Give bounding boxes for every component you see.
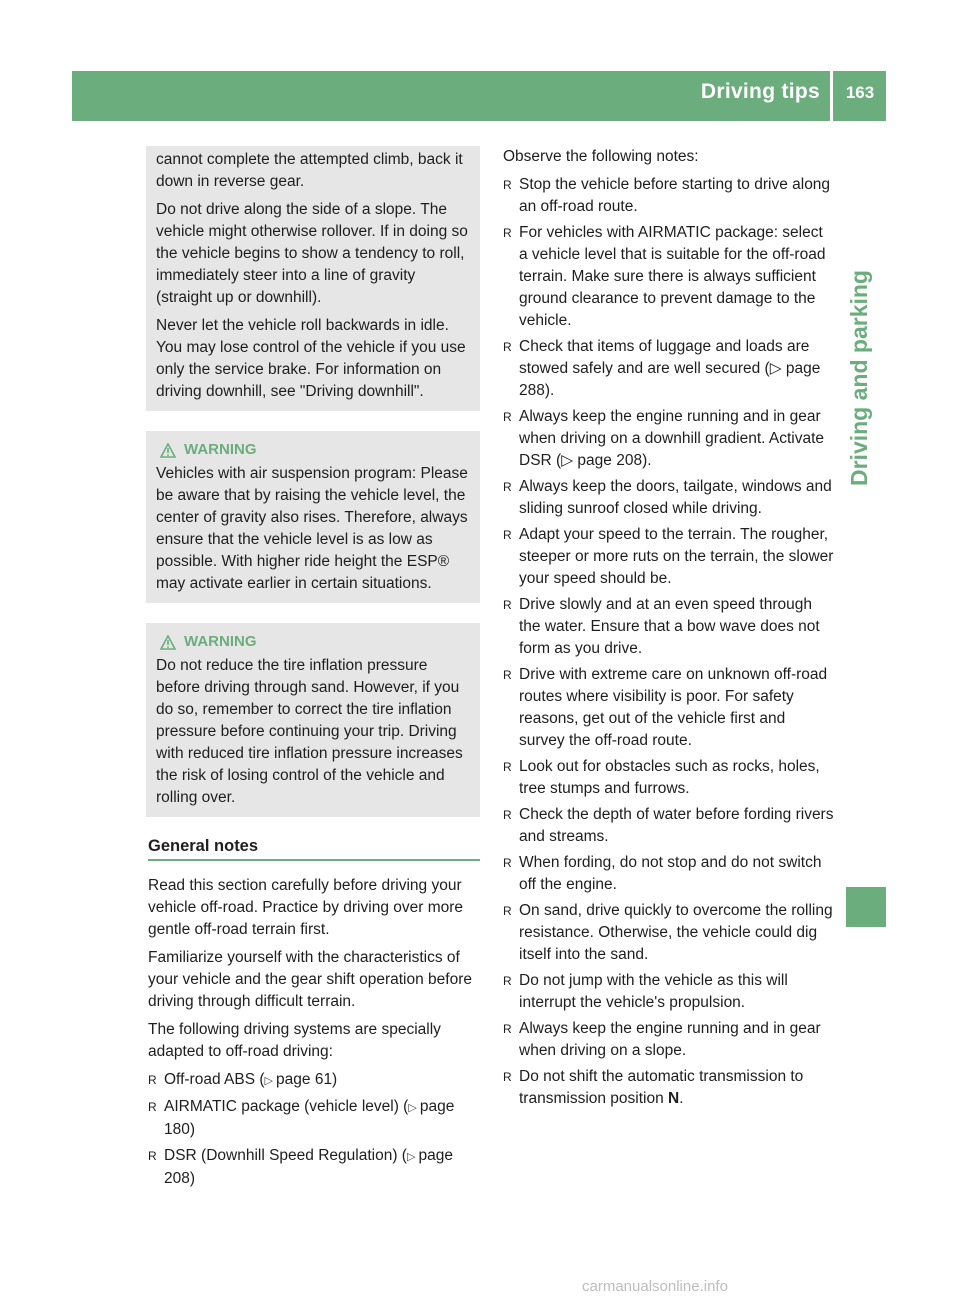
side-section-label: Driving and parking <box>846 270 872 486</box>
notes-intro: Observe the following notes: <box>503 148 699 165</box>
section-body <box>148 875 480 1190</box>
body-paragraph: Read this section carefully before driving your vehicle off-road. Practice by driving over more gentle off-road terrain first. <box>148 877 464 938</box>
box-paragraph: Never let the vehicle roll backwards in idle. You may lose control of the vehicle if you use only the service brake. For information on driving downhill, see "Driving downhill". <box>156 317 466 400</box>
notes-list <box>503 174 835 1110</box>
header-bar <box>72 71 886 121</box>
transmission-position-label: N <box>668 1090 680 1107</box>
page-ref-arrow-icon: ▷ <box>264 1075 277 1087</box>
header-divider <box>830 71 833 121</box>
list-item: R Stop the vehicle before starting to drive along an off-road route. <box>503 174 835 218</box>
list-item: R Do not shift the automatic transmission to transmission position N. <box>503 1066 835 1110</box>
list-item: R Always keep the doors, tailgate, windows and sliding sunroof closed while driving. <box>503 476 835 520</box>
list-item: R For vehicles with AIRMATIC package: select a vehicle level that is suitable for the off-road terrain. Make sure there is always sufficient ground clearance to prevent damage to the vehicle. <box>503 222 835 332</box>
page-ref-link[interactable]: page 61) <box>276 1071 338 1088</box>
list-item: R Always keep the engine running and in gear when driving on a downhill gradient. Activate DSR (▷ page 208). <box>503 406 835 472</box>
right-column <box>503 146 835 1114</box>
section-title: General notes <box>148 835 480 861</box>
list-item: R Off-road ABS (▷ page 61) <box>148 1069 480 1092</box>
page-ref-arrow-icon: ▷ <box>408 1102 420 1114</box>
box-paragraph: cannot complete the attempted climb, back it down in reverse gear. <box>156 151 463 190</box>
page-ref-link[interactable]: page 208) <box>164 1147 453 1187</box>
body-paragraph: The following driving systems are specially adapted to off-road driving: <box>148 1021 441 1060</box>
list-item: R When fording, do not stop and do not switch off the engine. <box>503 852 835 896</box>
list-item: R Drive with extreme care on unknown off-road routes where visibility is poor. For safety reasons, get out of the vehicle first and survey the off-road route. <box>503 664 835 752</box>
warning-triangle-icon <box>160 635 176 650</box>
warning-title: WARNING <box>184 441 257 458</box>
driving-systems-list <box>148 1069 480 1190</box>
list-item: R Check that items of luggage and loads are stowed safely and are well secured (▷ page 288). <box>503 336 835 402</box>
left-column <box>148 146 480 1194</box>
continuation-box <box>146 146 480 411</box>
side-tab-marker <box>846 887 886 927</box>
list-item: R Do not jump with the vehicle as this will interrupt the vehicle's propulsion. <box>503 970 835 1014</box>
warning-box-1 <box>146 431 480 603</box>
list-item: R DSR (Downhill Speed Regulation) (▷ page 208) <box>148 1145 480 1190</box>
list-item: R Look out for obstacles such as rocks, holes, tree stumps and furrows. <box>503 756 835 800</box>
list-item: R AIRMATIC package (vehicle level) (▷ page 180) <box>148 1096 480 1141</box>
warning-title: WARNING <box>184 633 257 650</box>
warning-text: Do not reduce the tire inflation pressure before driving through sand. However, if you do so, remember to correct the tire inflation pressure before continuing your trip. Driving with reduced tire inflation pressure increases the risk of losing control of the vehicle and rolling over. <box>156 657 463 806</box>
list-item: R Check the depth of water before fording rivers and streams. <box>503 804 835 848</box>
warning-triangle-icon <box>160 443 176 458</box>
page-ref-arrow-icon: ▷ <box>406 1151 419 1163</box>
list-item: R On sand, drive quickly to overcome the rolling resistance. Otherwise, the vehicle could dig itself into the sand. <box>503 900 835 966</box>
page-number: 163 <box>845 83 875 102</box>
warning-box-2 <box>146 623 480 817</box>
body-paragraph: Familiarize yourself with the characteristics of your vehicle and the gear shift operation before driving through difficult terrain. <box>148 949 472 1010</box>
list-item: R Adapt your speed to the terrain. The rougher, steeper or more ruts on the terrain, the slower your speed should be. <box>503 524 835 590</box>
watermark: carmanualsonline.info <box>582 1278 728 1295</box>
page-ref-link[interactable]: page 180) <box>164 1098 455 1138</box>
box-paragraph: Do not drive along the side of a slope. The vehicle might otherwise rollover. If in doing so the vehicle begins to show a tendency to roll, immediately steer into a line of gravity (straight up or downhill). <box>156 201 468 306</box>
warning-text: Vehicles with air suspension program: Please be aware that by raising the vehicle level, the center of gravity also rises. Therefore, always ensure that the vehicle level is as low as possible. With higher ride height the ESP® may activate earlier in certain situations. <box>156 465 468 592</box>
page-title: Driving tips <box>700 80 820 103</box>
list-item: R Always keep the engine running and in gear when driving on a slope. <box>503 1018 835 1062</box>
list-item: R Drive slowly and at an even speed through the water. Ensure that a bow wave does not form as you drive. <box>503 594 835 660</box>
